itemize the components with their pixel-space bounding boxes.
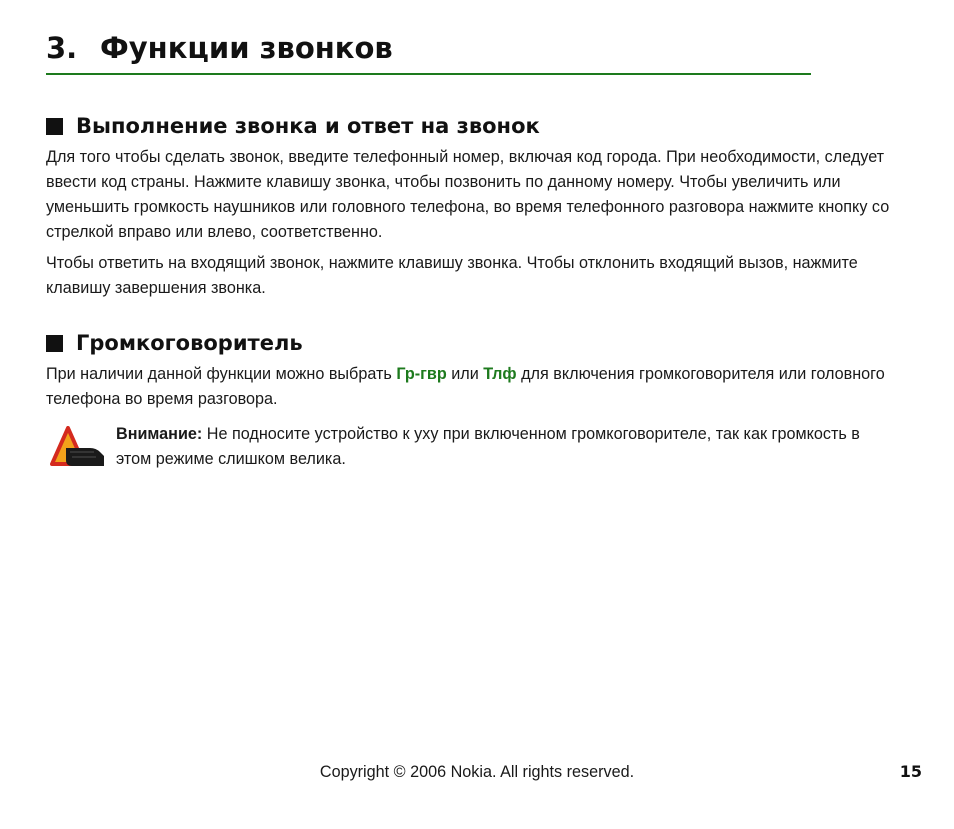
section-heading: [46, 111, 906, 141]
section-making-calls: [46, 111, 906, 301]
warning-text: [116, 422, 896, 472]
paragraph-text: для включения громкоговорителя или головного телефона во время разговора.: [46, 365, 885, 408]
square-bullet-icon: [46, 335, 63, 352]
section-heading: [46, 328, 906, 358]
paragraph-answer-call: Чтобы ответить на входящий звонок, нажмите клавишу звонка. Чтобы отклонить входящий вызов, нажмите клавишу завершения звонка.: [46, 254, 858, 297]
section-heading-text: Выполнение звонка и ответ на звонок: [76, 114, 540, 138]
section-heading-text: Громкоговоритель: [76, 331, 303, 355]
page-number: 15: [899, 762, 922, 781]
softkey-loudspeaker: Гр-гвр: [396, 365, 447, 383]
chapter-number: 3.: [46, 31, 78, 65]
paragraph-text: При наличии данной функции можно выбрать: [46, 365, 397, 383]
paragraph-make-call: Для того чтобы сделать звонок, введите телефонный номер, включая код города. При необходимости, следует ввести код страны. Нажмите клавишу звонка, чтобы позвонить по данному номеру. Чтобы увеличить или уменьшить громкость наушников или головного телефона, во время телефонного разговора нажмите кнопку со стрелкой вправо или влево, соответственно.: [46, 148, 890, 241]
softkey-handset: Тлф: [483, 365, 517, 383]
section-loudspeaker: [46, 328, 906, 412]
paragraph-text: или: [446, 365, 484, 383]
warning-label: Внимание:: [116, 425, 203, 443]
paragraph-loudspeaker: [46, 362, 906, 412]
warning-triangle-hand-icon: [50, 426, 106, 470]
footer-copyright: Copyright © 2006 Nokia. All rights reserved.: [319, 763, 635, 781]
warning-body: Не подносите устройство к уху при включенном громкоговорителе, так как громкость в этом режиме слишком велика.: [116, 425, 860, 468]
title-divider: [46, 73, 811, 75]
square-bullet-icon: [46, 118, 63, 135]
chapter-title: [46, 28, 393, 68]
chapter-title-text: Функции звонков: [100, 31, 393, 65]
